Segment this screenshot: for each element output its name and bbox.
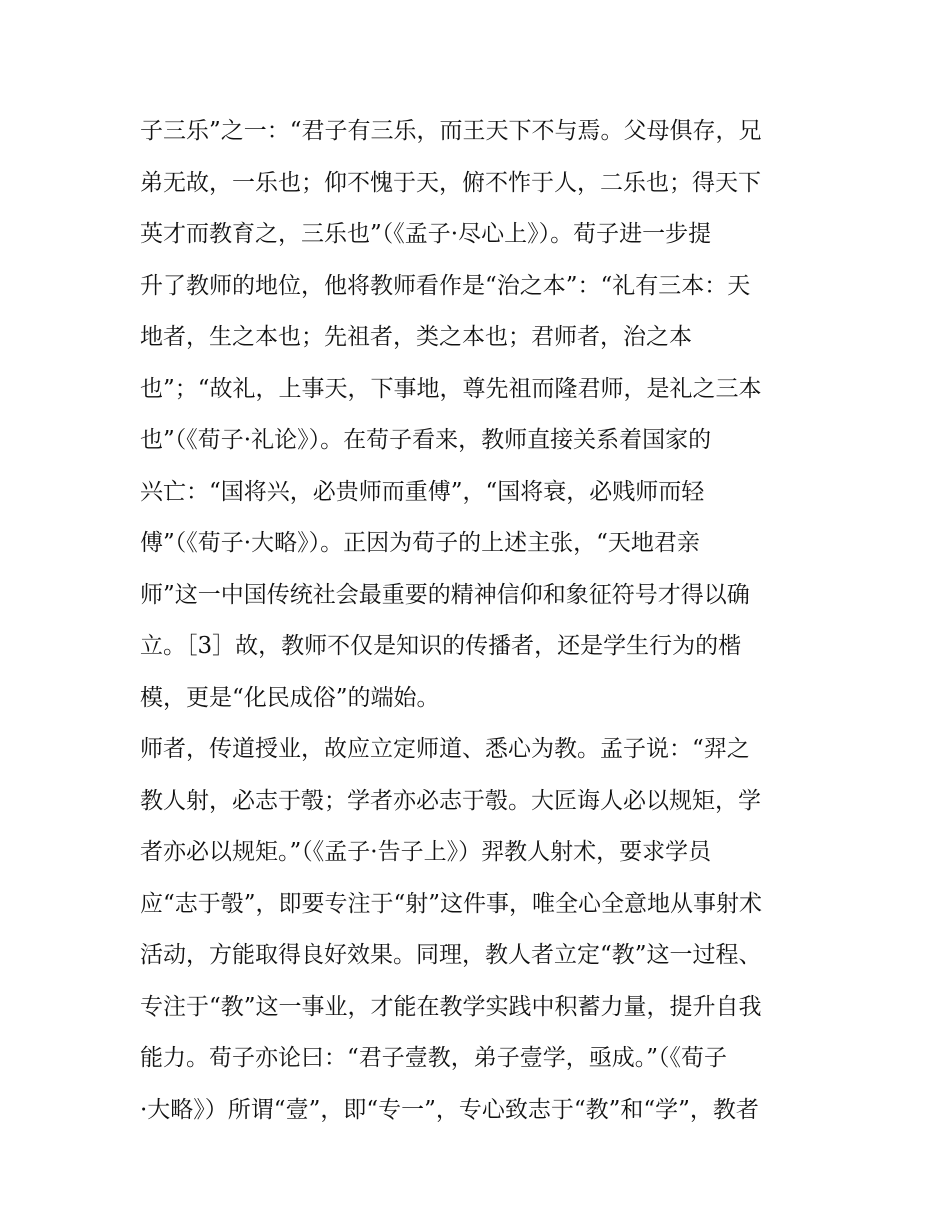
text-line-4: 升了教师的地位，他将教师看作是“治之本”：“礼有三本：天 (140, 272, 751, 299)
text-line-7: 也”（《荀子·礼论》）。在荀子看来，教师直接关系着国家的 (140, 427, 712, 453)
text-line-12: 模，更是“化民成俗”的端始。 (140, 684, 440, 711)
text-line-16: 应“志于彀”，即要专注于“射”这件事，唯全心全意地从事射术 (140, 890, 763, 917)
text-line-1: 子三乐”之一：“君子有三乐，而王天下不与焉。父母俱存，兄 (140, 118, 762, 144)
text-line-20: ·大略》）所谓“壹”，即“专一”，专心致志于“教”和“学”，教者 (140, 1096, 759, 1123)
text-line-5: 地者，生之本也；先祖者，类之本也；君师者，治之本 (140, 324, 692, 350)
text-line-15: 者亦必以规矩。”（《孟子·告子上》）羿教人射术，要求学员 (140, 839, 712, 865)
text-line-19: 能力。荀子亦论曰：“君子壹教，弟子壹学，亟成。”（《荀子 (140, 1045, 728, 1071)
text-line-3: 英才而教育之，三乐也”（《孟子·尽心上》）。荀子进一步提 (140, 221, 712, 247)
text-line-8: 兴亡：“国将兴，必贵师而重傅”，“国将衰，必贱师而轻 (140, 478, 705, 505)
body-text (140, 106, 820, 1136)
text-line-10: 师”这一中国传统社会最重要的精神信仰和象征符号才得以确 (140, 581, 750, 608)
text-line-11: 立。［3］故，教师不仅是知识的传播者，还是学生行为的楷 (140, 633, 742, 659)
text-line-9: 傅”（《荀子·大略》）。正因为荀子的上述主张，“天地君亲 (140, 530, 700, 556)
text-line-2: 弟无故，一乐也；仰不愧于天，俯不怍于人，二乐也；得天下 (140, 169, 761, 196)
text-line-6: 也”；“故礼，上事天，下事地，尊先祖而隆君师，是礼之三本 (140, 375, 762, 402)
text-line-14: 教人射，必志于彀；学者亦必志于彀。大匠诲人必以规矩，学 (140, 787, 761, 814)
text-line-18: 专注于“教”这一事业，才能在教学实践中积蓄力量，提升自我 (140, 993, 762, 1020)
text-line-13: 师者，传道授业，故应立定师道、悉心为教。孟子说：“羿之 (140, 736, 750, 762)
text-line-17: 活动，方能取得良好效果。同理，教人者立定“教”这一过程、 (140, 942, 762, 968)
